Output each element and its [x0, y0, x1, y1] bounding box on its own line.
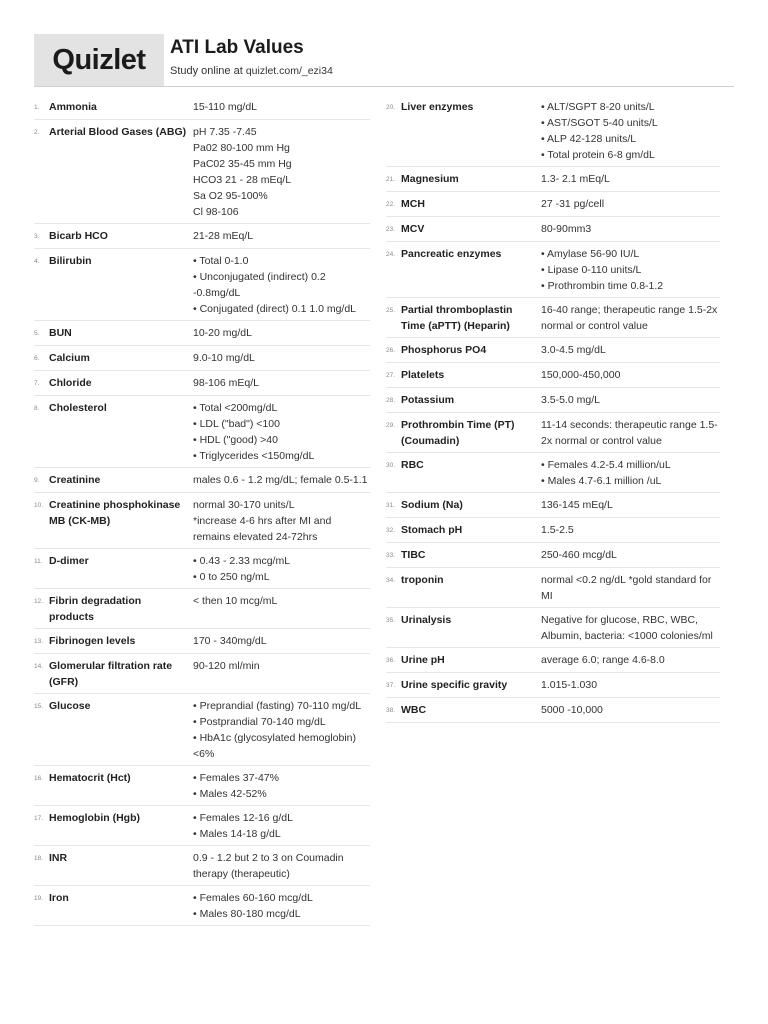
- term-row: [34, 468, 370, 493]
- definition-line: Cl 98-106: [193, 206, 239, 218]
- definition: [541, 702, 720, 718]
- definition: [193, 497, 370, 545]
- item-number: 2.: [34, 129, 40, 136]
- definition: [541, 221, 720, 237]
- term-label: Glucose: [49, 700, 91, 712]
- definition-line: HCO3 21 - 28 mEq/L: [193, 174, 292, 186]
- definition: [541, 417, 720, 449]
- definition-line: • Lipase 0-110 units/L: [541, 264, 642, 276]
- definition-line: 1.5-2.5: [541, 524, 574, 536]
- definition: [193, 472, 370, 488]
- item-number: 26.: [386, 347, 396, 354]
- definition-line: • Preprandial (fasting) 70-110 mg/dL: [193, 700, 362, 712]
- term-row: [386, 698, 720, 723]
- definition: [541, 677, 720, 693]
- term-row: [34, 654, 370, 694]
- study-prefix: Study online at: [170, 65, 246, 77]
- term-row: [386, 217, 720, 242]
- definition: [193, 593, 370, 609]
- definition: [193, 325, 370, 341]
- term-label: INR: [49, 852, 68, 864]
- definition-line: • Total protein 6-8 gm/dL: [541, 149, 655, 161]
- term-row: [386, 95, 720, 167]
- item-number: 30.: [386, 462, 396, 469]
- term-label: Hematocrit (Hct): [49, 772, 131, 784]
- definition-line: • 0.43 - 2.33 mcg/mL: [193, 555, 291, 567]
- definition-line: • Females 60-160 mcg/dL: [193, 892, 313, 904]
- definition: [541, 572, 720, 604]
- item-number: 25.: [386, 307, 396, 314]
- item-number: 11.: [34, 558, 43, 565]
- definition: [193, 698, 370, 762]
- definition-line: 0.9 - 1.2 but 2 to 3 on Coumadin therapy (therapeutic): [193, 852, 344, 880]
- definition: [193, 890, 370, 922]
- definition-line: • HDL ("good) >40: [193, 434, 278, 446]
- term-row: [34, 371, 370, 396]
- item-number: 35.: [386, 617, 396, 624]
- term-row: [386, 608, 720, 648]
- item-number: 12.: [34, 598, 44, 605]
- definition: [193, 350, 370, 366]
- term-row: [34, 846, 370, 886]
- item-number: 33.: [386, 552, 396, 559]
- definition-line: • ALT/SGPT 8-20 units/L: [541, 101, 655, 113]
- item-number: 10.: [34, 502, 44, 509]
- term-row: [386, 518, 720, 543]
- term-row: [34, 95, 370, 120]
- item-number: 37.: [386, 682, 396, 689]
- term-row: [386, 192, 720, 217]
- item-number: 3.: [34, 233, 40, 240]
- term-row: [386, 648, 720, 673]
- definition: [541, 342, 720, 358]
- term-row: [386, 413, 720, 453]
- item-number: 20.: [386, 104, 396, 111]
- item-number: 28.: [386, 397, 396, 404]
- item-number: 5.: [34, 330, 40, 337]
- term-row: [34, 589, 370, 629]
- definition-line: • Conjugated (direct) 0.1 1.0 mg/dL: [193, 303, 357, 315]
- definition-line: 250-460 mcg/dL: [541, 549, 617, 561]
- term-label: Urine specific gravity: [401, 679, 508, 691]
- term-row: [34, 629, 370, 654]
- term-label: Iron: [49, 892, 69, 904]
- term-row: [386, 568, 720, 608]
- term-label: Bilirubin: [49, 255, 92, 267]
- term-row: [34, 549, 370, 589]
- definition-line: 3.5-5.0 mg/L: [541, 394, 600, 406]
- term-row: [34, 120, 370, 224]
- term-row: [386, 453, 720, 493]
- definition-line: • Males 14-18 g/dL: [193, 828, 281, 840]
- definition-line: 1.015-1.030: [541, 679, 598, 691]
- definition-line: • Postprandial 70-140 mg/dL: [193, 716, 326, 728]
- definition-line: normal <0.2 ng/dL *gold standard for MI: [541, 574, 712, 602]
- term-row: [386, 493, 720, 518]
- definition: [193, 375, 370, 391]
- term-label: Chloride: [49, 377, 92, 389]
- definition-line: • AST/SGOT 5-40 units/L: [541, 117, 658, 129]
- definition-line: • Males 4.7-6.1 million /uL: [541, 475, 662, 487]
- term-label: Partial thromboplastin Time (aPTT) (Heparin): [401, 304, 513, 332]
- definition: [541, 99, 720, 163]
- definition-line: 3.0-4.5 mg/dL: [541, 344, 606, 356]
- definition: [541, 612, 720, 644]
- item-number: 8.: [34, 405, 40, 412]
- term-row: [386, 363, 720, 388]
- study-online-line: [170, 65, 333, 77]
- term-label: Platelets: [401, 369, 445, 381]
- term-row: [34, 493, 370, 549]
- item-number: 4.: [34, 258, 40, 265]
- item-number: 1.: [34, 104, 40, 111]
- item-number: 17.: [34, 815, 44, 822]
- term-label: Stomach pH: [401, 524, 463, 536]
- definition: [193, 553, 370, 585]
- term-label: Prothrombin Time (PT) (Coumadin): [401, 419, 515, 447]
- term-label: Potassium: [401, 394, 455, 406]
- item-number: 15.: [34, 703, 44, 710]
- definition-line: *increase 4-6 hrs after MI and remains elevated 24-72hrs: [193, 515, 332, 543]
- item-number: 31.: [386, 502, 396, 509]
- item-number: 23.: [386, 226, 396, 233]
- item-number: 9.: [34, 477, 40, 484]
- term-label: Sodium (Na): [401, 499, 463, 511]
- term-label: Liver enzymes: [401, 101, 474, 113]
- term-label: WBC: [401, 704, 427, 716]
- term-label: TIBC: [401, 549, 426, 561]
- definition-line: • Females 4.2-5.4 million/uL: [541, 459, 671, 471]
- definition-line: 136-145 mEq/L: [541, 499, 613, 511]
- term-label: BUN: [49, 327, 72, 339]
- definition-line: 27 -31 pg/cell: [541, 198, 605, 210]
- term-row: [386, 298, 720, 338]
- page-title: ATI Lab Values: [170, 37, 304, 58]
- term-label: Arterial Blood Gases (ABG): [49, 126, 187, 138]
- term-row: [34, 886, 370, 926]
- definition: [541, 652, 720, 668]
- item-number: 27.: [386, 372, 396, 379]
- definition: [541, 497, 720, 513]
- term-row: [34, 806, 370, 846]
- term-label: Calcium: [49, 352, 90, 364]
- definition-line: Negative for glucose, RBC, WBC, Albumin, bacteria: <1000 colonies/ml: [541, 614, 713, 642]
- definition-line: • 0 to 250 ng/mL: [193, 571, 270, 583]
- definition: [541, 547, 720, 563]
- definition-line: • Unconjugated (indirect) 0.2 -0.8mg/dL: [193, 271, 326, 299]
- definition-line: • Females 12-16 g/dL: [193, 812, 293, 824]
- definition: [193, 810, 370, 842]
- definition: [193, 633, 370, 649]
- page-header: [34, 34, 734, 87]
- definition-line: • Triglycerides <150mg/dL: [193, 450, 315, 462]
- study-url-link[interactable]: quizlet.com/_ezi34: [245, 65, 333, 77]
- definition-line: pH 7.35 -7.45: [193, 126, 257, 138]
- definition: [541, 392, 720, 408]
- definition-line: • HbA1c (glycosylated hemoglobin) <6%: [193, 732, 357, 760]
- term-row: [386, 338, 720, 363]
- definition-line: 5000 -10,000: [541, 704, 603, 716]
- definition-line: 90-120 ml/min: [193, 660, 260, 672]
- term-label: Phosphorus PO4: [401, 344, 487, 356]
- term-label: Creatinine: [49, 474, 101, 486]
- definition: [193, 228, 370, 244]
- term-label: Pancreatic enzymes: [401, 248, 502, 260]
- definition-line: • ALP 42-128 units/L: [541, 133, 637, 145]
- definition: [541, 522, 720, 538]
- term-label: RBC: [401, 459, 424, 471]
- term-label: D-dimer: [49, 555, 89, 567]
- item-number: 22.: [386, 201, 396, 208]
- item-number: 36.: [386, 657, 396, 664]
- definition: [193, 770, 370, 802]
- logo-text: Quizlet: [52, 43, 146, 76]
- term-label: Creatinine phosphokinase MB (CK-MB): [49, 499, 181, 527]
- definition-line: 150,000-450,000: [541, 369, 621, 381]
- term-label: Fibrin degradation products: [49, 595, 142, 623]
- term-row: [34, 249, 370, 321]
- item-number: 13.: [34, 638, 44, 645]
- term-row: [34, 321, 370, 346]
- definition-line: 15-110 mg/dL: [193, 101, 258, 113]
- term-label: Cholesterol: [49, 402, 107, 414]
- definition-line: 170 - 340mg/dL: [193, 635, 267, 647]
- definition-line: • LDL ("bad") <100: [193, 418, 280, 430]
- term-label: Ammonia: [49, 101, 97, 113]
- item-number: 7.: [34, 380, 40, 387]
- definition-line: • Amylase 56-90 IU/L: [541, 248, 640, 260]
- definition-line: 9.0-10 mg/dL: [193, 352, 255, 364]
- definition-line: 10-20 mg/dL: [193, 327, 252, 339]
- quizlet-logo: [34, 34, 164, 86]
- right-column: [386, 95, 720, 723]
- definition-line: average 6.0; range 4.6-8.0: [541, 654, 665, 666]
- definition: [541, 367, 720, 383]
- term-row: [386, 673, 720, 698]
- item-number: 14.: [34, 663, 44, 670]
- definition-line: • Males 80-180 mcg/dL: [193, 908, 301, 920]
- left-column: [34, 95, 370, 926]
- term-label: Hemoglobin (Hgb): [49, 812, 140, 824]
- item-number: 38.: [386, 707, 396, 714]
- definition: [541, 457, 720, 489]
- term-row: [386, 388, 720, 413]
- term-row: [34, 766, 370, 806]
- term-row: [34, 224, 370, 249]
- term-label: Fibrinogen levels: [49, 635, 136, 647]
- term-label: MCH: [401, 198, 425, 210]
- definition-line: • Males 42-52%: [193, 788, 267, 800]
- term-label: Magnesium: [401, 173, 459, 185]
- term-row: [386, 167, 720, 192]
- definition-line: • Females 37-47%: [193, 772, 279, 784]
- item-number: 6.: [34, 355, 40, 362]
- term-row: [34, 396, 370, 468]
- term-label: Urinalysis: [401, 614, 452, 626]
- definition-line: < then 10 mcg/mL: [193, 595, 278, 607]
- definition: [193, 400, 370, 464]
- definition-line: 80-90mm3: [541, 223, 592, 235]
- term-row: [34, 694, 370, 766]
- term-label: troponin: [401, 574, 444, 586]
- definition-line: normal 30-170 units/L: [193, 499, 295, 511]
- definition-line: 98-106 mEq/L: [193, 377, 259, 389]
- definition-line: 21-28 mEq/L: [193, 230, 254, 242]
- definition-line: males 0.6 - 1.2 mg/dL; female 0.5-1.1: [193, 474, 368, 486]
- definition-line: • Total <200mg/dL: [193, 402, 278, 414]
- definition: [193, 658, 370, 674]
- item-number: 16.: [34, 775, 44, 782]
- term-label: Urine pH: [401, 654, 445, 666]
- definition: [193, 99, 370, 115]
- definition: [541, 171, 720, 187]
- definition: [193, 850, 370, 882]
- definition: [541, 196, 720, 212]
- definition-line: 1.3- 2.1 mEq/L: [541, 173, 610, 185]
- item-number: 34.: [386, 577, 396, 584]
- term-row: [386, 242, 720, 298]
- definition-line: • Total 0-1.0: [193, 255, 249, 267]
- item-number: 32.: [386, 527, 396, 534]
- item-number: 18.: [34, 855, 44, 862]
- definition-line: Pa02 80-100 mm Hg: [193, 142, 290, 154]
- definition: [193, 253, 370, 317]
- definition-line: 11-14 seconds: therapeutic range 1.5-2x normal or control value: [541, 419, 718, 447]
- definition: [541, 246, 720, 294]
- term-row: [34, 346, 370, 371]
- term-label: MCV: [401, 223, 425, 235]
- term-label: Glomerular filtration rate (GFR): [49, 660, 173, 688]
- item-number: 19.: [34, 895, 44, 902]
- term-label: Bicarb HCO: [49, 230, 108, 242]
- item-number: 29.: [386, 422, 396, 429]
- definition-line: 16-40 range; therapeutic range 1.5-2x normal or control value: [541, 304, 718, 332]
- definition-line: • Prothrombin time 0.8-1.2: [541, 280, 664, 292]
- definition-line: Sa O2 95-100%: [193, 190, 268, 202]
- definition-line: PaC02 35-45 mm Hg: [193, 158, 292, 170]
- item-number: 24.: [386, 251, 396, 258]
- definition: [193, 124, 370, 220]
- definition: [541, 302, 720, 334]
- term-row: [386, 543, 720, 568]
- item-number: 21.: [386, 176, 396, 183]
